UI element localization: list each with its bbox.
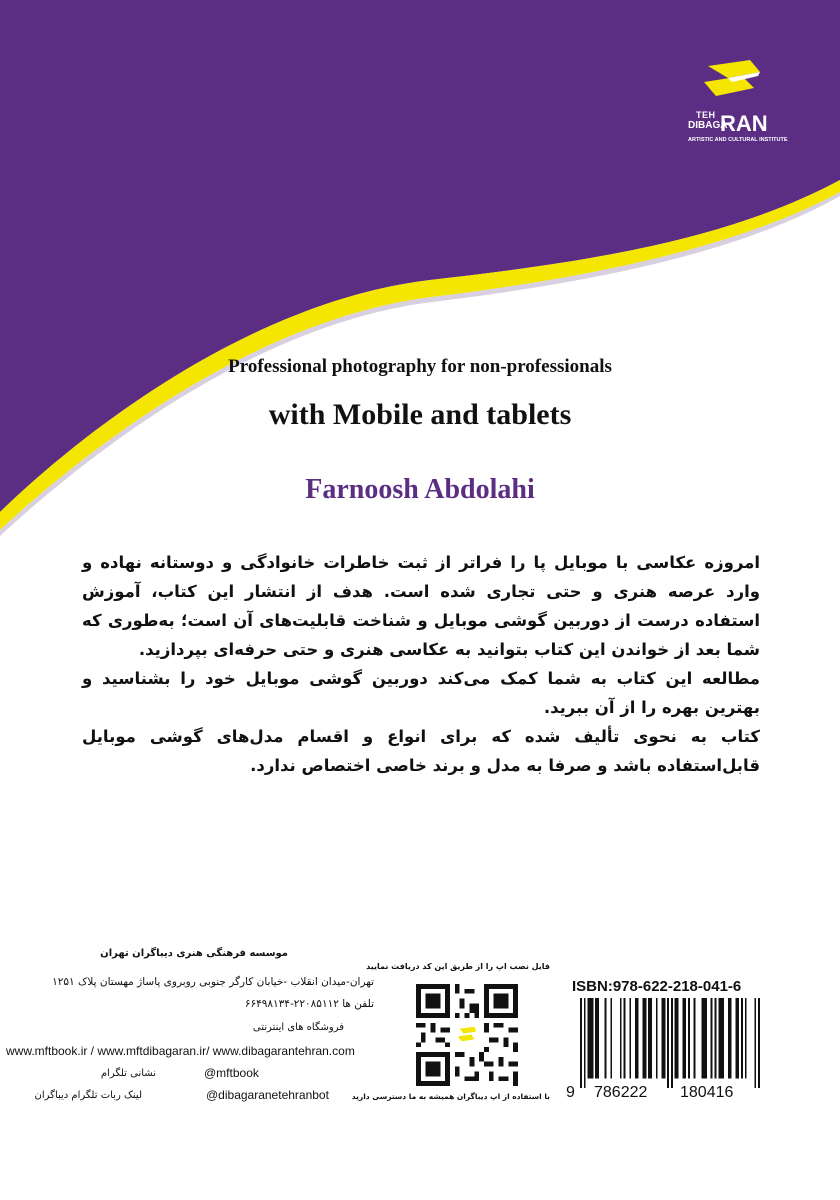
barcode-bar xyxy=(605,998,607,1079)
barcode-bar xyxy=(656,998,658,1079)
barcode-bar xyxy=(745,998,747,1079)
barcode-bar xyxy=(715,998,717,1079)
isbn-label: ISBN:978-622-218-041-6 xyxy=(572,978,742,995)
barcode-bar xyxy=(694,998,696,1079)
barcode-bar xyxy=(635,998,637,1079)
barcode-bar xyxy=(703,998,705,1079)
telegram-label: نشانی تلگرام xyxy=(100,1068,156,1079)
barcode-bar xyxy=(684,998,686,1079)
qr-caption-bottom: با استفاده از اپ دیباگران همیشه به ما دسترسی دارید xyxy=(351,1092,550,1101)
barcode-bar xyxy=(741,998,743,1079)
barcode-bar xyxy=(675,998,677,1079)
publisher-address: تهران-میدان انقلاب -خیابان کارگر جنوبی روبروی پاساژ مهستان پلاک ۱۲۵۱ xyxy=(52,976,374,988)
barcode-bar xyxy=(589,998,591,1079)
barcode-bar xyxy=(705,998,707,1079)
logo-text-ran: RAN xyxy=(720,111,768,136)
publisher-name: موسسه فرهنگی هنری دیباگران تهران xyxy=(100,948,288,959)
barcode-bar xyxy=(758,998,760,1088)
barcode-bar xyxy=(643,998,645,1079)
barcode-bar xyxy=(667,998,669,1088)
barcode-bar xyxy=(722,998,724,1079)
barcode-bar xyxy=(584,998,586,1088)
barcode-bar xyxy=(663,998,665,1079)
publisher-logo xyxy=(688,58,788,144)
barcode-bar xyxy=(661,998,663,1079)
logo-mark-icon xyxy=(698,58,764,114)
description-paragraph: امروزه عکاسی با موبایل پا را فراتر از ثبت خاطرات خانوادگی و دوستانه نهاده و وارد عرصه هنری و حتی تجاری شده است. هدف از انتشار این کتاب، آموزش استفاده درست از دوربین گوشی موبایل و شناخت قابلیت‌های آن است؛ به‌طوری که شما بعد از خواندن این کتاب بتوانید به عکاسی هنری و حتی حرفه‌ای بپردازید. xyxy=(82,553,760,659)
barcode-bar xyxy=(629,998,631,1079)
barcode-bar xyxy=(644,998,646,1079)
barcode-bar xyxy=(650,998,652,1079)
barcode-bar xyxy=(597,998,599,1079)
barcode-bar xyxy=(728,998,730,1079)
barcode-bar xyxy=(624,998,626,1079)
barcode-bar xyxy=(711,998,713,1079)
barcode-bar xyxy=(591,998,593,1079)
qr-code-icon[interactable] xyxy=(412,984,522,1086)
barcode-bar xyxy=(610,998,612,1079)
publisher-websites[interactable]: www.mftbook.ir / www.mftdibagaran.ir/ www.dibagarantehran.com xyxy=(6,1044,355,1058)
book-description xyxy=(82,548,760,780)
barcode-bar xyxy=(682,998,684,1079)
barcode-bar xyxy=(648,998,650,1079)
barcode-bar xyxy=(671,998,673,1088)
barcode-bar xyxy=(588,998,590,1079)
barcode-bar xyxy=(730,998,732,1079)
barcode-bar xyxy=(701,998,703,1079)
telegram-bot-label: لینک ربات تلگرام دیباگران xyxy=(34,1090,142,1101)
description-paragraph: کتاب به نحوی تألیف شده که برای انواع و اقسام مدل‌های گوشی موبایل قابل‌استفاده باشد و صرفا به مدل و برند خاصی اختصاص ندارد. xyxy=(82,727,760,775)
book-subtitle: Professional photography for non-professionals xyxy=(228,356,612,377)
barcode-bar xyxy=(677,998,679,1079)
logo-text-institute: ARTISTIC AND CULTURAL INSTITUTE xyxy=(688,137,788,143)
publisher-phone: تلفن ها ۲۲۰۸۵۱۱۲-۶۶۴۹۸۱۳۴ xyxy=(244,998,374,1010)
barcode-digit-lead: 9 xyxy=(566,1084,575,1101)
barcode-bar xyxy=(737,998,739,1079)
barcode-digits-left: 786222 xyxy=(594,1084,648,1101)
qr-caption-top: فایل نصب اپ را از طریق این کد دریافت نمایید xyxy=(366,962,550,971)
online-stores-label: فروشگاه های اینترنتی xyxy=(252,1022,344,1033)
barcode-bar xyxy=(580,998,582,1088)
isbn-barcode xyxy=(580,998,760,1088)
logo-text-teh: TEH xyxy=(696,110,716,120)
book-author: Farnoosh Abdolahi xyxy=(305,474,535,505)
barcode-bar xyxy=(595,998,597,1079)
barcode-bar xyxy=(720,998,722,1079)
logo-text-dib: DIBAGA xyxy=(688,120,728,131)
telegram-handle[interactable]: @mftbook xyxy=(204,1066,259,1080)
description-paragraph: مطالعه این کتاب به شما کمک می‌کند دوربین گوشی موبایل خود را بشناسید و بهترین بهره را از آن ببرید. xyxy=(82,669,760,717)
barcode-bar xyxy=(735,998,737,1079)
barcode-bar xyxy=(754,998,756,1088)
barcode-bar xyxy=(637,998,639,1079)
barcode-bar xyxy=(688,998,690,1079)
barcode-digits-right: 180416 xyxy=(680,1084,734,1101)
barcode-bar xyxy=(620,998,622,1079)
book-title: with Mobile and tablets xyxy=(268,398,572,431)
telegram-bot-handle[interactable]: @dibagaranetehranbot xyxy=(206,1088,329,1102)
barcode-bar xyxy=(718,998,720,1079)
